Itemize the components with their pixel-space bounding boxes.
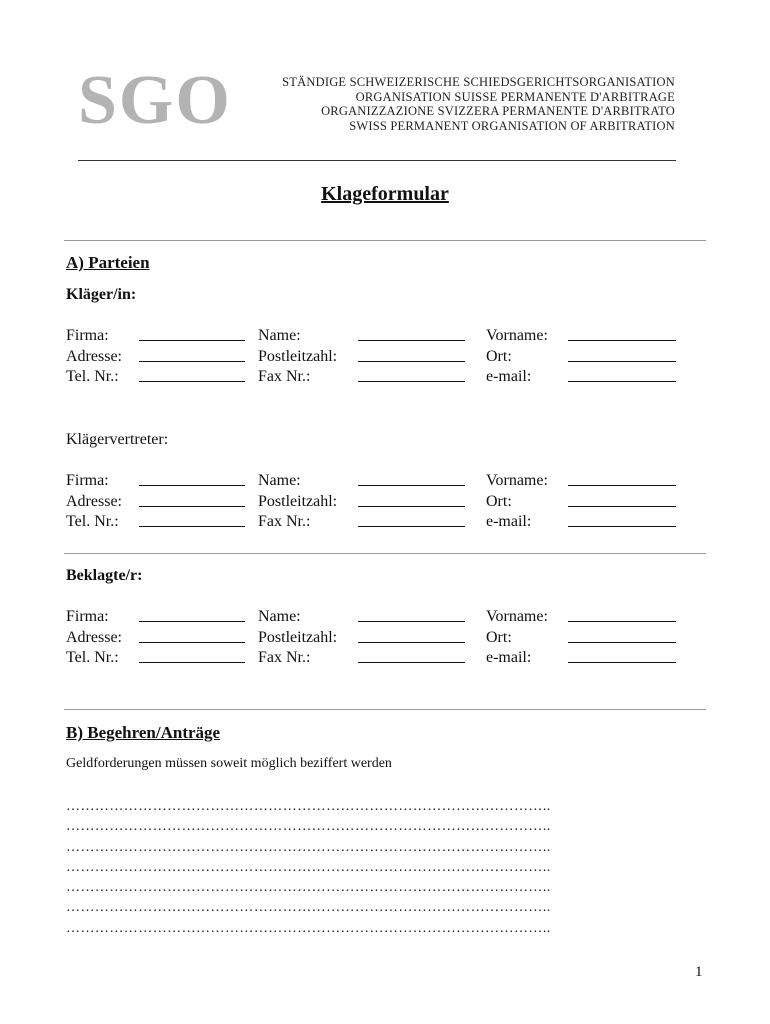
field-label: Adresse: (66, 492, 122, 510)
field-label: Fax Nr.: (258, 368, 311, 385)
field-label: Tel. Nr.: (66, 649, 119, 666)
field-label: Postleitzahl: (258, 347, 338, 365)
dotted-answer-line[interactable]: ……………………………………………………………………………………….. (66, 859, 551, 875)
field-blank[interactable] (568, 648, 676, 663)
field-blank[interactable] (358, 326, 465, 341)
field-label: Vorname: (486, 327, 548, 344)
field-blank[interactable] (568, 367, 676, 382)
document-title: Klageformular (321, 183, 449, 205)
section-b-note: Geldforderungen müssen soweit möglich beziffert werden (66, 756, 392, 771)
field-label: Firma: (66, 327, 109, 344)
field-label: Postleitzahl: (258, 492, 338, 510)
field-blank[interactable] (139, 628, 245, 643)
field-blank[interactable] (139, 367, 245, 382)
field-row (66, 326, 686, 347)
dotted-answer-line[interactable]: ……………………………………………………………………………………….. (66, 839, 551, 855)
page-number: 1 (695, 964, 703, 980)
field-blank[interactable] (358, 648, 465, 663)
section-divider (64, 709, 706, 710)
field-label: Fax Nr.: (258, 649, 311, 666)
field-row (66, 492, 686, 513)
field-blank[interactable] (139, 492, 245, 507)
field-blank[interactable] (139, 648, 245, 663)
section-divider (64, 240, 706, 241)
field-row (66, 347, 686, 368)
section-b-heading: B) Begehren/Anträge (66, 723, 221, 742)
field-blank[interactable] (568, 492, 676, 507)
field-row (66, 512, 686, 533)
field-row (66, 471, 686, 492)
field-label: Ort: (486, 628, 512, 646)
field-label: Vorname: (486, 608, 548, 625)
field-label: Ort: (486, 347, 512, 365)
respondent-label: Beklagte/r: (66, 567, 143, 584)
field-blank[interactable] (568, 347, 676, 362)
section-divider (64, 553, 706, 554)
field-label: e-mail: (486, 649, 532, 666)
field-label: e-mail: (486, 513, 532, 530)
dotted-answer-line[interactable]: ……………………………………………………………………………………….. (66, 920, 551, 936)
dotted-answer-line[interactable]: ……………………………………………………………………………………….. (66, 900, 551, 916)
field-blank[interactable] (568, 471, 676, 486)
field-label: Postleitzahl: (258, 628, 338, 646)
field-blank[interactable] (139, 512, 245, 527)
field-label: Adresse: (66, 347, 122, 365)
respondent-fields (66, 607, 686, 669)
field-blank[interactable] (139, 471, 245, 486)
field-blank[interactable] (358, 607, 465, 622)
header-divider (78, 160, 676, 161)
dotted-answer-line[interactable]: ……………………………………………………………………………………….. (66, 819, 551, 835)
field-blank[interactable] (568, 628, 676, 643)
field-blank[interactable] (358, 471, 465, 486)
org-name-de: STÄNDIGE SCHWEIZERISCHE SCHIEDSGERICHTSORGANISATION (282, 75, 675, 89)
field-blank[interactable] (358, 492, 465, 507)
field-label: Firma: (66, 608, 109, 625)
field-blank[interactable] (139, 347, 245, 362)
claimant-representative-label: Klägervertreter: (66, 431, 169, 448)
field-row (66, 607, 686, 628)
field-label: Firma: (66, 472, 109, 489)
field-blank[interactable] (358, 512, 465, 527)
field-label: Name: (258, 327, 301, 344)
section-a-heading: A) Parteien (66, 253, 150, 272)
field-blank[interactable] (568, 512, 676, 527)
dotted-answer-line[interactable]: ……………………………………………………………………………………….. (66, 799, 551, 814)
field-label: Name: (258, 608, 301, 625)
sgo-logo: SGO (78, 62, 232, 139)
field-label: Tel. Nr.: (66, 513, 119, 530)
field-blank[interactable] (568, 326, 676, 341)
claimant-representative-fields (66, 471, 686, 533)
field-label: Vorname: (486, 472, 548, 489)
field-label: e-mail: (486, 368, 532, 385)
field-label: Fax Nr.: (258, 513, 311, 530)
field-row (66, 367, 686, 388)
field-label: Adresse: (66, 628, 122, 646)
field-label: Tel. Nr.: (66, 368, 119, 385)
org-name-it: ORGANIZZAZIONE SVIZZERA PERMANENTE D'ARBITRATO (321, 104, 675, 119)
org-name-en: SWISS PERMANENT ORGANISATION OF ARBITRATION (349, 118, 675, 133)
answer-lines (66, 797, 706, 939)
field-label: Ort: (486, 492, 512, 510)
field-row (66, 628, 686, 649)
field-blank[interactable] (358, 367, 465, 382)
field-blank[interactable] (568, 607, 676, 622)
field-blank[interactable] (139, 607, 245, 622)
claimant-fields (66, 326, 686, 388)
field-blank[interactable] (358, 347, 465, 362)
organisation-names (282, 75, 675, 133)
claimant-label: Kläger/in: (66, 286, 137, 303)
dotted-answer-line[interactable]: ……………………………………………………………………………………….. (66, 880, 551, 896)
org-name-fr: ORGANISATION SUISSE PERMANENTE D'ARBITRAGE (355, 89, 675, 104)
field-blank[interactable] (358, 628, 465, 643)
field-label: Name: (258, 472, 301, 489)
field-row (66, 648, 686, 669)
field-blank[interactable] (139, 326, 245, 341)
